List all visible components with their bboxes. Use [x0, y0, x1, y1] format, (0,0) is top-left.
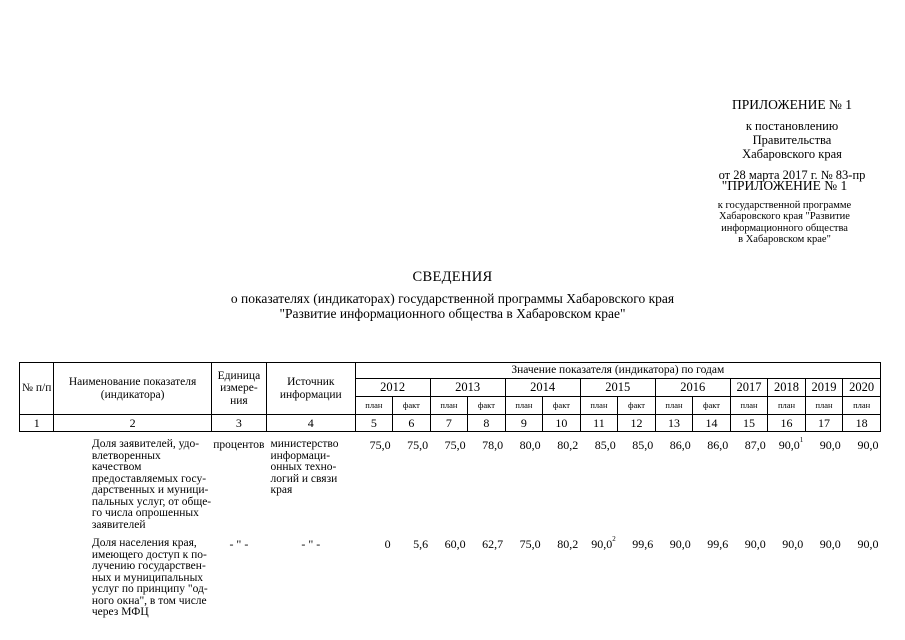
appendix-line-3: Хабаровского края	[742, 147, 842, 162]
year-header: 2012	[355, 379, 430, 397]
value-cell	[393, 531, 431, 619]
value-cell	[543, 531, 581, 619]
value-cell	[693, 432, 731, 532]
indicator-source: министерство информаци-онных техно-логий и связи края	[270, 438, 339, 496]
column-number: 14	[693, 415, 731, 432]
program-appendix-title: "ПРИЛОЖЕНИЕ № 1	[721, 178, 848, 193]
column-number: 11	[580, 415, 618, 432]
value-cell	[618, 432, 656, 532]
document-subtitle-line-2: "Развитие информационного общества в Хабаровском крае"	[279, 305, 626, 321]
value-text: 90,0	[819, 438, 841, 452]
value-cell	[768, 432, 806, 532]
appendix-line-1: к постановлению	[745, 118, 839, 133]
indicator-name: Доля заявителей, удо-влетворенных качеством предоставляемых госу-дарственных и муници-пальных услуг, от обще-го числа опрошенных заявителей	[91, 438, 212, 531]
year-header: 2017	[730, 379, 768, 397]
year-header: 2015	[580, 379, 655, 397]
column-number: 7	[430, 415, 468, 432]
appendix-line-2: Правительства	[752, 132, 832, 147]
fact-header: факт	[393, 397, 431, 415]
row-number-cell	[20, 432, 54, 532]
document-subtitle	[0, 292, 905, 322]
value-text: 99,6	[632, 537, 654, 551]
value-cell	[505, 432, 543, 532]
value-cell	[468, 432, 506, 532]
value-cell	[843, 432, 881, 532]
appendix-line	[712, 119, 872, 162]
value-cell	[468, 531, 506, 619]
year-header: 2019	[805, 379, 843, 397]
appendix-title: ПРИЛОЖЕНИЕ № 1	[731, 97, 853, 112]
header-values: Значение показателя (индикатора) по годам	[355, 363, 880, 379]
plan-header: план	[580, 397, 618, 415]
program-appendix-line-1: к государственной программе	[717, 199, 852, 211]
indicator-source: - " -	[301, 537, 321, 551]
plan-header: план	[430, 397, 468, 415]
value-text: 75,0	[519, 537, 541, 551]
value-cell	[730, 531, 768, 619]
column-number: 10	[543, 415, 581, 432]
column-number: 12	[618, 415, 656, 432]
column-number: 3	[211, 415, 266, 432]
value-cell	[655, 432, 693, 532]
column-number: 16	[768, 415, 806, 432]
value-text: 99,6	[707, 537, 729, 551]
document-title: СВЕДЕНИЯ	[412, 269, 493, 285]
column-number: 17	[805, 415, 843, 432]
table-row	[20, 531, 881, 619]
row-number-cell	[20, 531, 54, 619]
indicator-unit: процентов	[213, 439, 265, 451]
value-text: 75,0	[444, 438, 466, 452]
plan-header: план	[768, 397, 806, 415]
plan-header: план	[505, 397, 543, 415]
indicators-table	[19, 362, 881, 619]
value-cell	[655, 531, 693, 619]
plan-header: план	[730, 397, 768, 415]
plan-header: план	[355, 397, 393, 415]
value-text: 90,0	[744, 537, 766, 551]
value-text: 90,0	[669, 537, 691, 551]
value-text: 90,0	[819, 537, 841, 551]
value-cell	[393, 432, 431, 532]
column-number: 8	[468, 415, 506, 432]
value-text: 90,0	[591, 537, 613, 551]
header-name: Наименование показателя (индикатора)	[54, 363, 211, 415]
year-header: 2020	[843, 379, 881, 397]
value-text: 78,0	[482, 438, 504, 452]
plan-header: план	[805, 397, 843, 415]
value-text: 90,0	[782, 537, 804, 551]
value-text: 90,0	[857, 537, 879, 551]
header-source: Источник информации	[267, 363, 356, 415]
value-cell	[768, 531, 806, 619]
value-text: 87,0	[744, 438, 766, 452]
value-cell	[430, 432, 468, 532]
column-number: 9	[505, 415, 543, 432]
value-cell	[730, 432, 768, 532]
program-appendix-line-3: информационного общества	[721, 222, 848, 234]
value-text: 75,0	[369, 438, 391, 452]
value-text: 80,2	[557, 537, 579, 551]
appendix-date: от 28 марта 2017 г. № 83-пр	[718, 167, 866, 182]
fact-header: факт	[468, 397, 506, 415]
indicator-name: Доля населения края, имеющего доступ к по-лучению государствен-ных и муниципальных услуг по принципу "од-ного окна", в том числе через МФЦ	[91, 537, 208, 618]
value-text: 75,0	[407, 438, 429, 452]
value-text: 80,0	[519, 438, 541, 452]
value-cell	[580, 432, 618, 532]
indicator-unit: - " -	[229, 537, 249, 551]
document-subtitle-line-1: о показателях (индикаторах) государственной программы Хабаровского края	[230, 291, 675, 306]
value-cell	[843, 531, 881, 619]
value-text: 5,6	[413, 537, 429, 551]
column-number: 13	[655, 415, 693, 432]
value-cell	[355, 432, 393, 532]
column-number: 1	[20, 415, 54, 432]
value-cell	[693, 531, 731, 619]
value-text: 60,0	[444, 537, 466, 551]
footnote-mark: 2	[612, 535, 616, 543]
plan-header: план	[843, 397, 881, 415]
table-row	[20, 432, 881, 532]
column-number: 2	[54, 415, 211, 432]
value-text: 90,0	[778, 438, 800, 452]
program-appendix-header	[697, 178, 872, 246]
footnote-mark: 1	[799, 436, 804, 444]
year-header: 2018	[768, 379, 806, 397]
value-cell	[505, 531, 543, 619]
column-number: 6	[393, 415, 431, 432]
program-appendix-line-2: Хабаровского края "Развитие	[719, 211, 850, 223]
fact-header: факт	[693, 397, 731, 415]
appendix-header	[712, 97, 872, 182]
value-text: 85,0	[632, 438, 654, 452]
year-header: 2014	[505, 379, 580, 397]
fact-header: факт	[618, 397, 656, 415]
value-text: 62,7	[482, 537, 504, 551]
value-cell	[805, 432, 843, 532]
value-text: 90,0	[857, 438, 879, 452]
program-appendix-lines	[697, 200, 872, 246]
column-number: 5	[355, 415, 393, 432]
value-text: 0	[384, 537, 391, 551]
plan-header: план	[655, 397, 693, 415]
value-text: 85,0	[594, 438, 616, 452]
column-number: 4	[267, 415, 356, 432]
value-cell	[430, 531, 468, 619]
value-cell	[618, 531, 656, 619]
value-cell	[355, 531, 393, 619]
value-text: 86,0	[669, 438, 691, 452]
value-cell	[580, 531, 618, 619]
header-number: № п/п	[20, 363, 54, 415]
header-unit: Единица измере-ния	[211, 363, 266, 415]
value-cell	[805, 531, 843, 619]
year-header: 2016	[655, 379, 730, 397]
column-number: 18	[843, 415, 881, 432]
column-number: 15	[730, 415, 768, 432]
value-text: 86,0	[707, 438, 729, 452]
value-cell	[543, 432, 581, 532]
fact-header: факт	[543, 397, 581, 415]
value-text: 80,2	[557, 438, 579, 452]
year-header: 2013	[430, 379, 505, 397]
program-appendix-line-4: в Хабаровском крае"	[738, 234, 831, 246]
